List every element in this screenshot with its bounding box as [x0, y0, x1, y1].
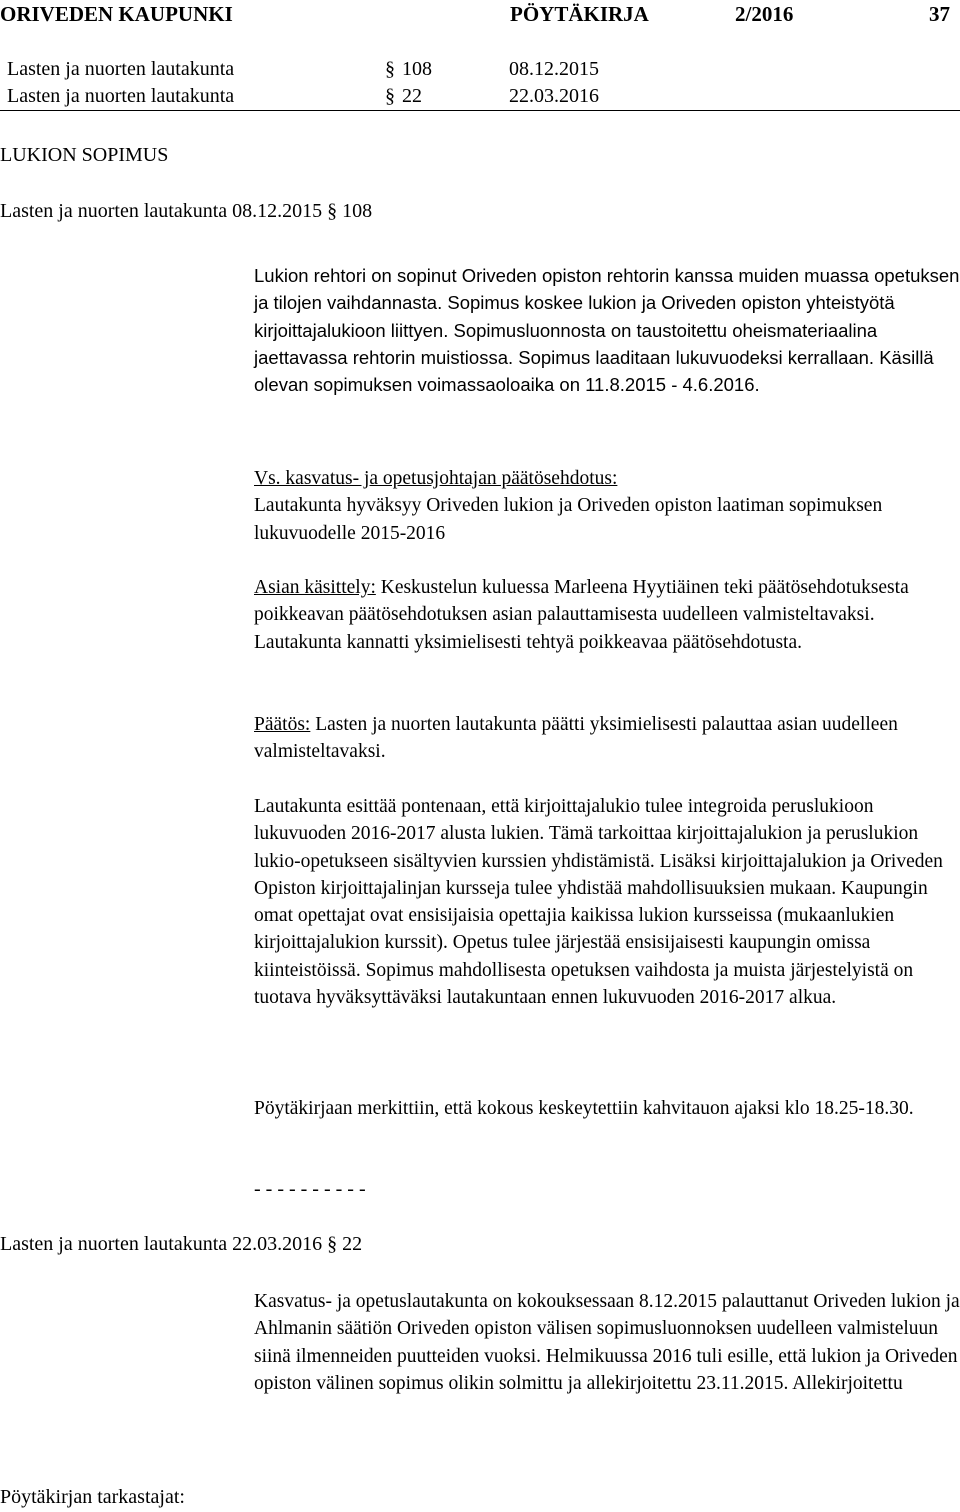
document-title: LUKION SOPIMUS	[0, 144, 169, 166]
page-number: 37	[929, 2, 950, 26]
proposal-heading: Vs. kasvatus- ja opetusjohtajan päätösehdotus:	[254, 468, 618, 489]
board-proposal-paragraph: Lautakunta esittää pontenaan, että kirjoittajalukio tulee integroida peruslukioon lukuvuoden 2016-2017 alusta lukien. Tämä tarkoittaa kirjoittajalukion ja peruslukion lukio-opetukseen sisältyvien kurssien yhdistämistä. Lisäksi kirjoittajalukion ja Oriveden Opiston kirjoittajalinjan kursseja tulee yhdistää mahdollisuuksien mukaan. Kaupungin omat opettajat ovat ensisijaisia opettajia kaikissa lukion kursseissa (mukaanlukien kirjoittajalukion kurssit). Opetus tulee järjestää ensisijaisesti kaupungin omissa kiinteistöissä. Sopimus mahdollisesta opetuksen vaihdosta ja muista järjestelyistä on tuotava hyväksyttäväksi lautakuntaan ennen lukuvuoden 2016-2017 alkua.	[254, 796, 943, 1009]
meta-number: 22	[402, 85, 422, 107]
section-2-label: Lasten ja nuorten lautakunta 22.03.2016	[0, 1233, 323, 1255]
header-divider	[0, 110, 960, 111]
decision-block	[254, 711, 960, 766]
handling-text: Keskustelun kuluessa Marleena Hyytiäinen teki päätösehdotuksesta poikkeavan päätösehdotuksen asian palauttamisesta uudelleen valmisteltavaksi. Lautakunta kannatti yksimielisesti tehtyä poikkeavaa päätösehdotusta.	[254, 577, 909, 653]
proposal-block	[254, 465, 960, 547]
section-1-number: 108	[342, 200, 373, 222]
decision-label: Päätös:	[254, 714, 311, 735]
separator-dashes: - - - - - - - - - -	[254, 1178, 366, 1200]
meta-date: 22.03.2016	[509, 85, 599, 107]
meta-date: 08.12.2015	[509, 58, 599, 80]
section-sign: §	[327, 1233, 338, 1255]
section-sign: §	[327, 200, 338, 222]
footer-reviewers-label: Pöytäkirjan tarkastajat:	[0, 1486, 185, 1508]
break-note-paragraph: Pöytäkirjaan merkittiin, että kokous keskeytettiin kahvitauon ajaksi klo 18.25-18.30.	[254, 1098, 914, 1119]
section-1-label: Lasten ja nuorten lautakunta 08.12.2015	[0, 200, 323, 222]
section-sign: §	[385, 58, 395, 80]
document-number: 2/2016	[735, 2, 794, 26]
section-1-heading	[0, 200, 372, 223]
handling-label: Asian käsittely:	[254, 577, 376, 598]
handling-block	[254, 574, 960, 656]
meta-number: 108	[402, 58, 432, 80]
municipality-name: ORIVEDEN KAUPUNKI	[0, 2, 233, 26]
proposal-text: Lautakunta hyväksyy Oriveden lukion ja Oriveden opiston laatiman sopimuksen lukuvuodelle 2015-2016	[254, 495, 883, 544]
meta-board: Lasten ja nuorten lautakunta	[7, 58, 235, 80]
intro-paragraph: Lukion rehtori on sopinut Oriveden opiston rehtorin kanssa muiden muassa opetuksen ja tilojen vaihdannasta. Sopimus koskee lukion ja Oriveden opiston yhteistyötä kirjoittajalukioon liittyen. Sopimusluonnosta on taustoitettu oheismateriaalina jaettavassa rehtorin muistiossa. Sopimus laaditaan lukuvuodeksi kerrallaan. Käsillä olevan sopimuksen voimassaoloaika on 11.8.2015 - 4.6.2016.	[254, 265, 960, 396]
document-type: PÖYTÄKIRJA	[510, 2, 649, 26]
meta-board: Lasten ja nuorten lautakunta	[7, 85, 235, 107]
section-2-heading	[0, 1233, 362, 1256]
decision-text: Lasten ja nuorten lautakunta päätti yksimielisesti palauttaa asian uudelleen valmisteltavaksi.	[254, 714, 898, 763]
section-2-number: 22	[342, 1233, 363, 1255]
section-sign: §	[385, 85, 395, 107]
section-2-paragraph: Kasvatus- ja opetuslautakunta on kokouksessaan 8.12.2015 palauttanut Oriveden lukion ja Ahlmanin säätiön Oriveden opiston välisen sopimusluonnoksen uudelleen valmisteluun siinä ilmenneiden puutteiden vuoksi. Helmikuussa 2016 tuli esille, että lukion ja Oriveden opiston välinen sopimus olikin solmittu ja allekirjoitettu 23.11.2015. Allekirjoitettu	[254, 1291, 960, 1394]
